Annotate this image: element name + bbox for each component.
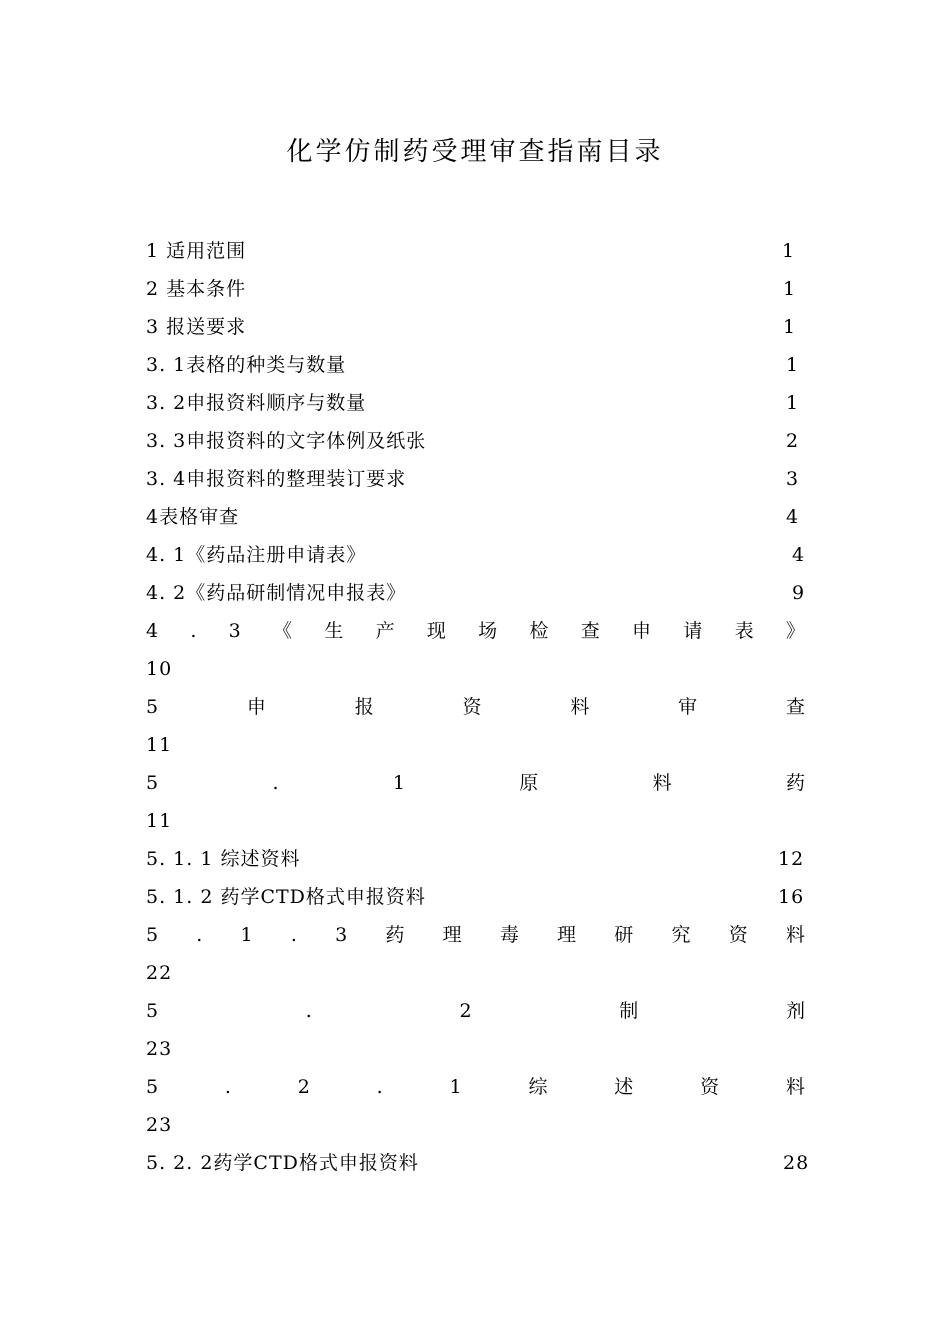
toc-label-token: 4 [146,620,160,642]
toc-entry-label [146,916,806,954]
toc-label-token: 料 [785,1076,806,1098]
toc-entry-label: 5. 2. 2药学CTD格式申报资料 [146,1152,419,1174]
toc-label-token: 产 [375,620,396,642]
toc-entry-page: 1 [782,240,796,262]
toc-label-token: . [305,1000,313,1022]
toc-entry [146,1144,810,1182]
toc-entry-page: 12 [778,848,805,870]
toc-entry-label: 3 报送要求 [146,316,247,338]
toc-label-token: 》 [785,620,806,642]
toc-entry [146,916,806,992]
toc-entry-page: 2 [786,430,800,452]
toc-label-token: 1 [449,1076,463,1098]
toc-entry [146,878,806,916]
toc-entry-label: 3. 1表格的种类与数量 [146,354,347,376]
toc-label-token: 5 [146,696,160,718]
toc-label-token: 5 [146,924,160,946]
toc-label-token: 5 [146,1076,160,1098]
toc-entry [146,612,806,688]
toc-label-token: 请 [683,620,704,642]
toc-entry-page: 1 [783,278,797,300]
toc-entry-page: 1 [786,354,800,376]
toc-label-token: 毒 [499,924,520,946]
toc-label-token: 料 [570,696,591,718]
toc-entry-page: 23 [146,1114,173,1136]
toc-label-token: 料 [652,772,673,794]
toc-label-token: 资 [462,696,483,718]
toc-label-token: 场 [478,620,499,642]
toc-entry [146,232,806,270]
toc-entry-label: 1 适用范围 [146,240,247,262]
toc-entry-page: 4 [786,506,800,528]
toc-label-token: 资 [728,924,749,946]
toc-entry-page: 28 [783,1152,810,1174]
table-of-contents [146,232,810,1182]
toc-label-token: 2 [459,1000,473,1022]
toc-entry-label: 5. 1. 1 综述资料 [146,848,301,870]
toc-label-token: 5 [146,1000,160,1022]
toc-entry-page: 3 [786,468,800,490]
toc-label-token: 资 [700,1076,721,1098]
toc-entry-label [146,688,806,726]
toc-label-token: 1 [392,772,406,794]
toc-entry [146,536,806,574]
toc-label-token: 原 [519,772,540,794]
toc-entry-page: 16 [778,886,805,908]
toc-entry-page: 10 [146,658,173,680]
toc-label-token: 1 [240,924,254,946]
toc-label-token: 理 [442,924,463,946]
toc-label-token: 5 [146,772,160,794]
toc-label-token: 综 [528,1076,549,1098]
toc-entry-label: 3. 2申报资料顺序与数量 [146,392,367,414]
toc-label-token: 检 [529,620,550,642]
toc-entry-page: 22 [146,962,173,984]
toc-label-token: . [376,1076,384,1098]
toc-label-token: 审 [678,696,699,718]
toc-entry-page: 9 [792,582,806,604]
toc-label-token: 3 [335,924,349,946]
toc-label-token: 制 [619,1000,640,1022]
toc-entry [146,764,806,840]
toc-entry-label: 2 基本条件 [146,278,247,300]
toc-label-token: 现 [426,620,447,642]
toc-entry [146,308,806,346]
toc-entry-label [146,992,806,1030]
toc-entry [146,346,806,384]
toc-entry-page: 1 [786,392,800,414]
toc-label-token: . [290,924,298,946]
toc-label-token: 查 [785,696,806,718]
toc-entry-label: 4. 1《药品注册申请表》 [146,544,367,566]
toc-label-token: 生 [324,620,345,642]
toc-entry-label: 4. 2《药品研制情况申报表》 [146,582,407,604]
toc-entry-label: 4表格审查 [146,506,240,528]
toc-label-token: 究 [671,924,692,946]
toc-entry-label [146,764,806,802]
toc-entry [146,460,806,498]
toc-label-token: 理 [557,924,578,946]
toc-entry [146,840,806,878]
toc-entry-label [146,612,806,650]
toc-entry-label [146,1068,806,1106]
toc-label-token: . [190,620,198,642]
toc-label-token: . [196,924,204,946]
toc-label-token: 研 [614,924,635,946]
toc-label-token: 药 [785,772,806,794]
toc-entry [146,422,806,460]
toc-label-token: 表 [734,620,755,642]
toc-entry-page: 23 [146,1038,173,1060]
toc-entry-page: 11 [146,734,173,756]
toc-label-token: 剂 [785,1000,806,1022]
toc-entry [146,1068,806,1144]
toc-label-token: . [224,1076,232,1098]
toc-label-token: 申 [632,620,653,642]
toc-label-token: 申 [246,696,267,718]
toc-entry-label: 5. 1. 2 药学CTD格式申报资料 [146,886,426,908]
toc-entry [146,992,806,1068]
toc-entry [146,384,806,422]
toc-entry [146,688,806,764]
toc-label-token: 药 [385,924,406,946]
toc-entry-page: 1 [783,316,797,338]
toc-label-token: . [272,772,280,794]
toc-entry-page: 11 [146,810,173,832]
toc-label-token: 述 [614,1076,635,1098]
toc-entry [146,498,806,536]
toc-entry-label: 3. 3申报资料的文字体例及纸张 [146,430,427,452]
toc-entry [146,270,806,308]
toc-label-token: 3 [228,620,242,642]
toc-label-token: 2 [297,1076,311,1098]
toc-label-token: 报 [354,696,375,718]
toc-label-token: 料 [785,924,806,946]
toc-label-token: 查 [580,620,601,642]
document-title: 化学仿制药受理审查指南目录 [286,137,664,167]
toc-entry-page: 4 [792,544,806,566]
toc-entry [146,574,806,612]
toc-entry-label: 3. 4申报资料的整理装订要求 [146,468,407,490]
toc-label-token: 《 [273,620,294,642]
